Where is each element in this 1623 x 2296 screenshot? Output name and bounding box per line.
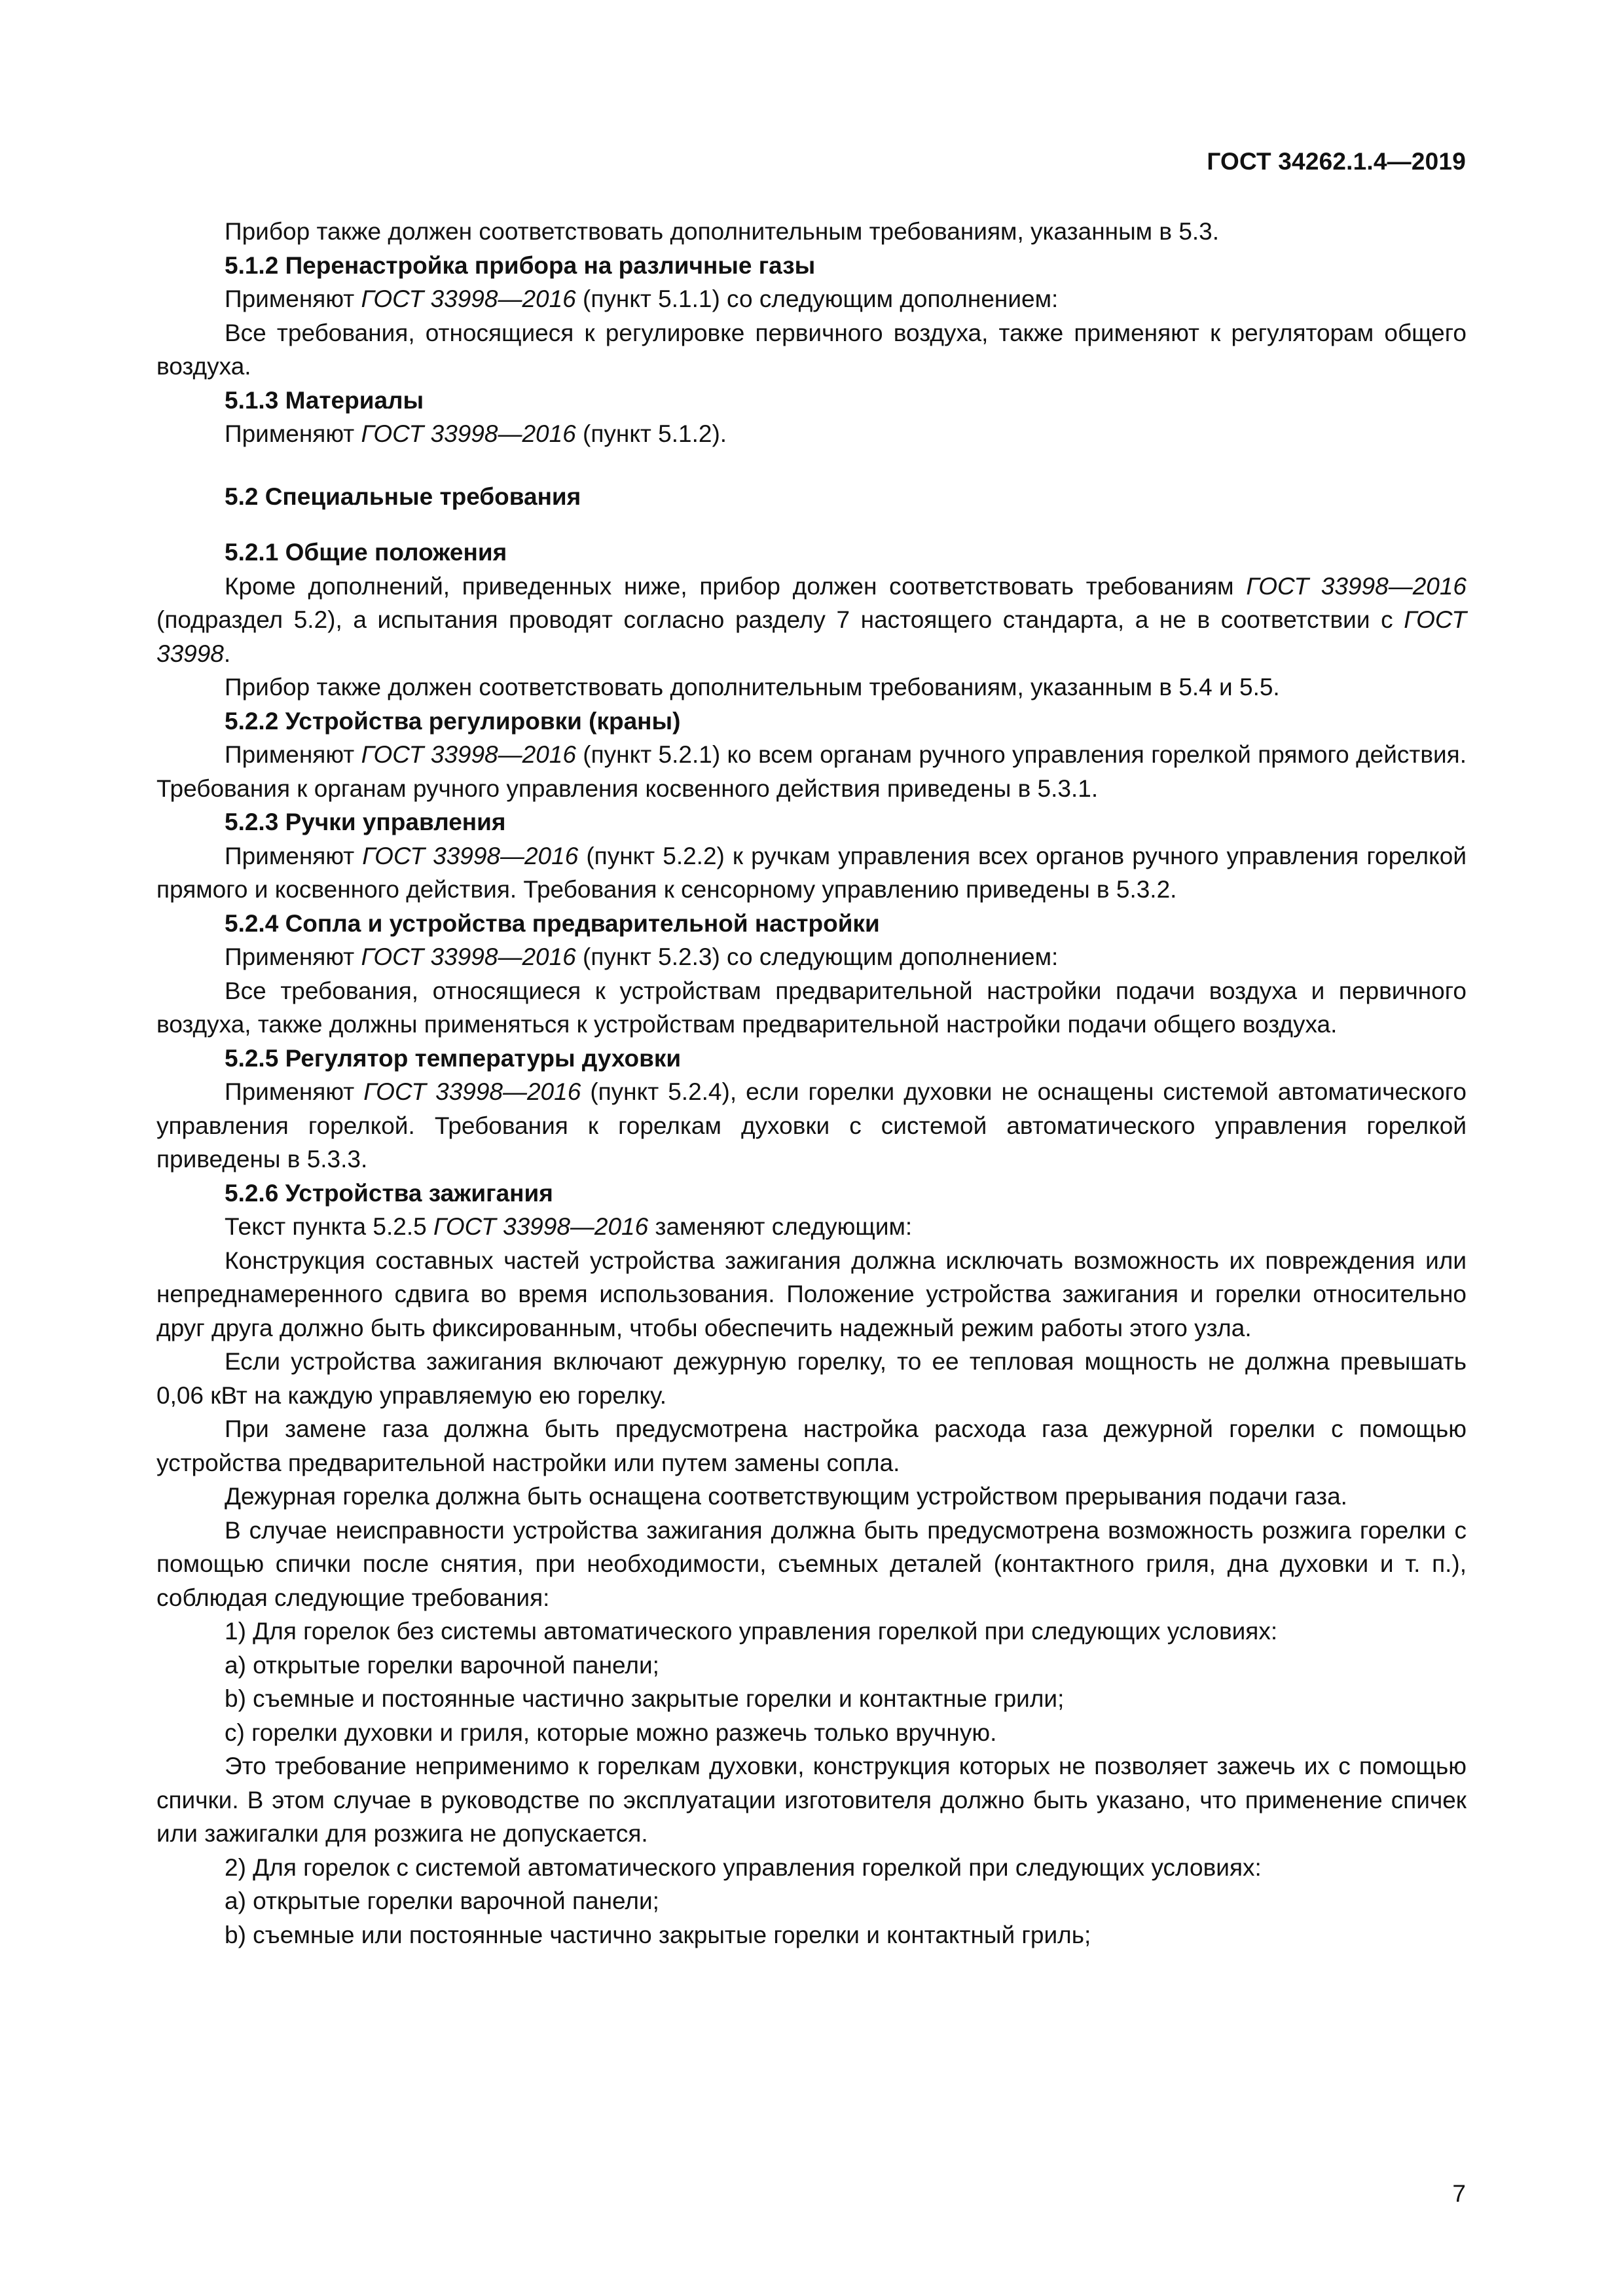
paragraph: Применяют ГОСТ 33998—2016 (пункт 5.2.1) ко всем органам ручного управления горелкой прямого действия. Требования к органам ручного управления косвенного действия приведены в 5.3.1. [156, 741, 1467, 802]
standard-reference: ГОСТ 33998 [156, 606, 1467, 667]
section-heading-5-2-4: 5.2.4 Сопла и устройства предварительной настройки [225, 909, 880, 937]
paragraph: Прибор также должен соответствовать дополнительным требованиям, указанным в 5.4 и 5.5. [225, 674, 1280, 701]
list-title: 1) Для горелок без системы автоматического управления горелкой при следующих условиях: [225, 1618, 1278, 1645]
standard-reference: ГОСТ 33998—2016 [361, 741, 576, 768]
paragraph: Все требования, относящиеся к регулировке первичного воздуха, также применяют к регуляторам общего воздуха. [156, 319, 1467, 380]
paragraph: Применяют ГОСТ 33998—2016 (пункт 5.2.2) к ручкам управления всех органов ручного управления горелкой прямого и косвенного действия. Требования к сенсорному управлению приведены в 5.3.2. [156, 842, 1467, 903]
standard-reference: ГОСТ 33998—2016 [361, 943, 576, 970]
document-code-header: ГОСТ 34262.1.4—2019 [1207, 148, 1466, 175]
paragraph: Текст пункта 5.2.5 ГОСТ 33998—2016 заменяют следующим: [225, 1213, 913, 1240]
list-item: b) съемные или постоянные частично закрытые горелки и контактный гриль; [225, 1921, 1091, 1948]
section-heading-5-2-2: 5.2.2 Устройства регулировки (краны) [225, 707, 681, 735]
paragraph: Применяют ГОСТ 33998—2016 (пункт 5.1.1) со следующим дополнением: [225, 285, 1059, 312]
standard-reference: ГОСТ 33998—2016 [363, 1078, 581, 1105]
standard-reference: ГОСТ 33998—2016 [361, 285, 576, 312]
paragraph: Дежурная горелка должна быть оснащена соответствующим устройством прерывания подачи газа. [225, 1483, 1347, 1510]
standard-reference: ГОСТ 33998—2016 [361, 420, 576, 447]
paragraph: При замене газа должна быть предусмотрена настройка расхода газа дежурной горелки с помощью устройства предварительной настройки или путем замены сопла. [156, 1415, 1467, 1476]
paragraph: Это требование неприменимо к горелкам духовки, конструкция которых не позволяет зажечь их с помощью спички. В этом случае в руководстве по эксплуатации изготовителя должно быть указано, что применение спичек или зажигалки для розжига не допускается. [156, 1753, 1467, 1847]
section-heading-5-1-3: 5.1.3 Материалы [225, 386, 424, 414]
paragraph: Конструкция составных частей устройства зажигания должна исключать возможность их повреждения или непреднамеренного сдвига во время использования. Положение устройства зажигания и горелки относительно друг друга должно быть фиксированным, чтобы обеспечить надежный режим работы этого узла. [156, 1247, 1467, 1341]
list-item: a) открытые горелки варочной панели; [225, 1651, 659, 1679]
standard-reference: ГОСТ 33998—2016 [433, 1213, 649, 1240]
section-heading-5-2: 5.2 Специальные требования [225, 483, 581, 510]
standard-reference: ГОСТ 33998—2016 [1246, 572, 1467, 600]
paragraph: Кроме дополнений, приведенных ниже, прибор должен соответствовать требованиям ГОСТ 33998—2016 (подраздел 5.2), а испытания проводят согласно разделу 7 настоящего стандарта, а не в соответствии с ГОСТ 33998. [156, 572, 1467, 667]
list-item: a) открытые горелки варочной панели; [225, 1887, 659, 1914]
paragraph: Все требования, относящиеся к устройствам предварительной настройки подачи воздуха и первичного воздуха, также должны применяться к устройствам предварительной настройки подачи общего воздуха. [156, 977, 1467, 1038]
section-heading-5-1-2: 5.1.2 Перенастройка прибора на различные газы [225, 251, 816, 279]
section-heading-5-2-5: 5.2.5 Регулятор температуры духовки [225, 1044, 682, 1072]
paragraph: Применяют ГОСТ 33998—2016 (пункт 5.2.3) со следующим дополнением: [225, 943, 1059, 970]
paragraph: Применяют ГОСТ 33998—2016 (пункт 5.2.4), если горелки духовки не оснащены системой автоматического управления горелкой. Требования к горелкам духовки с системой автоматического управления горелкой приведены в 5.3.3. [156, 1078, 1467, 1173]
standard-reference: ГОСТ 33998—2016 [362, 842, 579, 869]
paragraph: Прибор также должен соответствовать дополнительным требованиям, указанным в 5.3. [225, 218, 1220, 245]
list-item: b) съемные и постоянные частично закрытые горелки и контактные грили; [225, 1685, 1065, 1712]
section-heading-5-2-1: 5.2.1 Общие положения [225, 539, 507, 566]
page-number: 7 [1452, 2180, 1466, 2207]
list-item: c) горелки духовки и гриля, которые можно разжечь только вручную. [225, 1719, 997, 1746]
document-body [156, 215, 1467, 1952]
section-heading-5-2-6: 5.2.6 Устройства зажигания [225, 1179, 553, 1207]
section-heading-5-2-3: 5.2.3 Ручки управления [225, 809, 506, 835]
paragraph: Применяют ГОСТ 33998—2016 (пункт 5.1.2). [225, 420, 727, 447]
paragraph: В случае неисправности устройства зажигания должна быть предусмотрена возможность розжига горелки с помощью спички после снятия, при необходимости, съемных деталей (контактного гриля, дна духовки и т. п.), соблюдая следующие требования: [156, 1516, 1467, 1611]
list-title: 2) Для горелок с системой автоматического управления горелкой при следующих условиях: [225, 1853, 1262, 1881]
paragraph: Если устройства зажигания включают дежурную горелку, то ее тепловая мощность не должна превышать 0,06 кВт на каждую управляемую ею горелку. [156, 1348, 1467, 1409]
